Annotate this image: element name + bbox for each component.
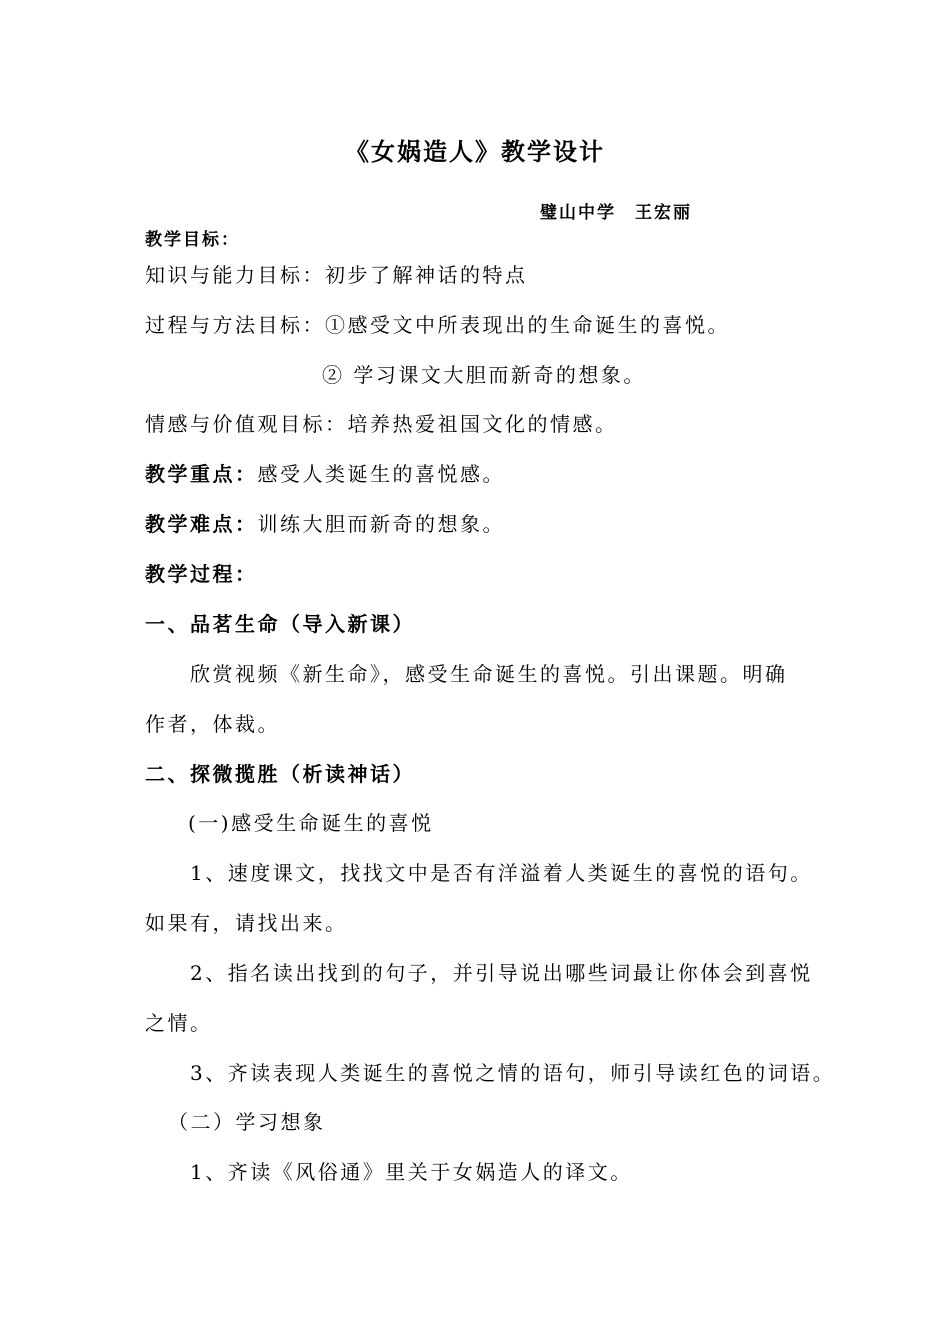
item-1-line-2: 如果有，请找出来。	[145, 911, 348, 935]
objective-emotion: 情感与价值观目标：培养热爱祖国文化的情感。	[145, 412, 618, 436]
difficulty-label: 教学难点：	[145, 512, 258, 536]
section-1-paragraph-line-1: 欣赏视频《新生命》，感受生命诞生的喜悦。引出课题。明确	[190, 662, 788, 686]
section-2-sub-1: (一)感受生命诞生的喜悦	[188, 811, 434, 835]
objective-process-2: ② 学习课文大胆而新奇的想象。	[322, 363, 646, 387]
difficulty	[145, 514, 505, 534]
document-title: 《女娲造人》教学设计	[345, 138, 605, 166]
section-1-paragraph-line-2: 作者，体裁。	[145, 712, 280, 736]
section-2-sub-2: （二）学习想象	[168, 1110, 326, 1134]
process-heading: 教学过程：	[145, 562, 258, 586]
author-line: 璧山中学 王宏丽	[540, 203, 692, 223]
item-1-line-1: 1、速度课文，找找文中是否有洋溢着人类诞生的喜悦的语句。	[190, 861, 813, 885]
item-2-line-1: 2、指名读出找到的句子，并引导说出哪些词最让你体会到喜悦	[190, 961, 813, 985]
key-point-text: 感受人类诞生的喜悦感。	[257, 462, 505, 486]
item-3: 3、齐读表现人类诞生的喜悦之情的语句，师引导读红色的词语。	[190, 1061, 836, 1085]
key-point	[145, 464, 505, 484]
objective-process-1: 过程与方法目标：①感受文中所表现出的生命诞生的喜悦。	[145, 313, 730, 337]
key-point-label: 教学重点：	[145, 462, 258, 486]
item-2-line-2: 之情。	[145, 1011, 213, 1035]
objectives-heading: 教学目标：	[145, 230, 240, 250]
difficulty-text: 训练大胆而新奇的想象。	[257, 512, 505, 536]
section-2-heading: 二、探微揽胜（析读神话）	[145, 762, 415, 786]
section-1-heading: 一、品茗生命（导入新课）	[145, 612, 415, 636]
item-4: 1、齐读《风俗通》里关于女娲造人的译文。	[190, 1160, 633, 1184]
objective-knowledge: 知识与能力目标：初步了解神话的特点	[145, 263, 528, 287]
